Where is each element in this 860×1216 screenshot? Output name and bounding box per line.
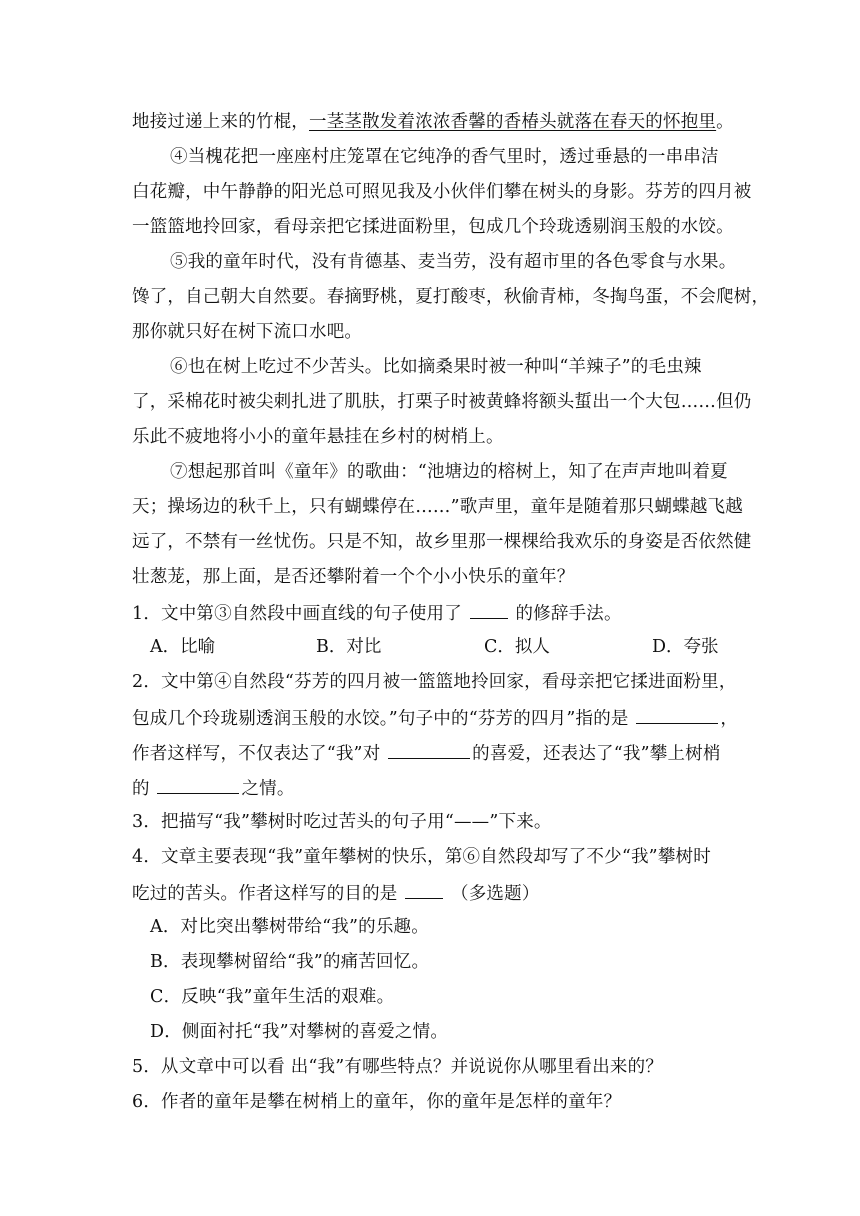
question-2-line-2 xyxy=(132,709,738,729)
paragraph-7-line-3: 远了，不禁有一丝忧伤。只是不知，故乡里那一棵棵给我欢乐的身姿是否依然健 xyxy=(132,532,752,552)
paragraph-6-line-1: ⑥也在树上吃过不少苦头。比如摘桑果时被一种叫“羊辣子”的毛虫辣 xyxy=(170,357,702,377)
question-4-line-1: 4．文章主要表现“我”童年攀树的快乐，第⑥自然段却写了不少“我”攀树时 xyxy=(132,847,711,867)
q2-line2-after: ， xyxy=(720,709,739,729)
q4-answer-blank[interactable] xyxy=(405,884,443,899)
q2-answer-blank-2[interactable] xyxy=(388,744,470,759)
question-4-line-2 xyxy=(132,884,540,904)
question-6: 6．作者的童年是攀在树梢上的童年，你的童年是怎样的童年？ xyxy=(132,1092,622,1112)
q1-option-b[interactable]: B．对比 xyxy=(316,637,382,657)
paragraph-7-line-1: ⑦想起那首叫《童年》的歌曲：“池塘边的榕树上，知了在声声地叫着夏 xyxy=(170,462,728,482)
question-3: 3．把描写“我”攀树时吃过苦头的句子用“——”下来。 xyxy=(132,812,552,832)
paragraph-4-line-1: ④当槐花把一座座村庄笼罩在它纯净的香气里时，透过垂悬的一串串洁 xyxy=(170,147,719,167)
p3-tail-plain: 地接过递上来的竹棍， xyxy=(132,112,309,132)
paragraph-4-line-2: 白花瓣，中午静静的阳光总可照见我及小伙伴们攀在树头的身影。芬芳的四月被 xyxy=(132,182,752,202)
q1-option-d[interactable]: D．夸张 xyxy=(652,637,719,657)
paragraph-5-line-2: 馋了，自己朝大自然要。春摘野桃，夏打酸枣，秋偷青柿，冬掏鸟蛋，不会爬树， xyxy=(132,287,770,307)
q4-option-d[interactable]: D．侧面衬托“我”对攀树的喜爱之情。 xyxy=(150,1022,449,1042)
paragraph-5-line-3: 那你就只好在树下流口水吧。 xyxy=(132,322,363,342)
q2-line3-after: 的喜爱，还表达了“我”攀上树梢 xyxy=(472,744,721,764)
q4-option-a[interactable]: A．对比突出攀树带给“我”的乐趣。 xyxy=(150,917,429,937)
q4-option-b[interactable]: B．表现攀树留给“我”的痛苦回忆。 xyxy=(150,952,430,972)
paragraph-7-line-2: 天；操场边的秋千上，只有蝴蝶停在……”歌声里，童年是随着那只蝴蝶越飞越 xyxy=(132,497,743,517)
q1-answer-blank[interactable] xyxy=(470,604,508,619)
p3-tail-end: 。 xyxy=(716,112,734,132)
paragraph-6-line-2: 了，采棉花时被尖刺扎进了肌肤，打栗子时被黄蜂将额头蜇出一个大包……但仍 xyxy=(132,392,752,412)
q2-line4-before: 的 xyxy=(132,779,156,799)
p3-underlined-sentence: 一茎茎散发着浓浓香馨的香椿头就落在春天的怀抱里 xyxy=(309,112,717,132)
q2-answer-blank-3[interactable] xyxy=(157,779,239,794)
question-2-line-3 xyxy=(132,744,721,764)
q1-option-c[interactable]: C．拟人 xyxy=(484,637,550,657)
question-2-line-4 xyxy=(132,779,295,799)
question-2-line-1: 2．文中第④自然段“芬芳的四月被一篮篮地拎回家，看母亲把它揉进面粉里， xyxy=(132,672,737,692)
q4-line2-after: （多选题） xyxy=(445,884,540,904)
q4-line2-before: 吃过的苦头。作者这样写的目的是 xyxy=(132,884,404,904)
paragraph-3-tail xyxy=(132,114,734,132)
paragraph-4-line-3: 一篮篮地拎回家，看母亲把它揉进面粉里，包成几个玲珑透剔润玉般的水饺。 xyxy=(132,217,734,237)
q2-line4-after: 之情。 xyxy=(241,779,295,799)
q4-option-c[interactable]: C．反映“我”童年生活的艰难。 xyxy=(150,987,395,1007)
question-5: 5．从文章中可以看 出“我”有哪些特点？并说说你从哪里看出来的？ xyxy=(132,1057,663,1077)
question-1 xyxy=(132,604,622,624)
q2-line2-before: 包成几个玲珑剔透润玉般的水饺。”句子中的“芬芳的四月”指的是 xyxy=(132,709,635,729)
q2-answer-blank-1[interactable] xyxy=(636,709,718,724)
q1-text-after: 的修辞手法。 xyxy=(509,604,622,624)
paragraph-6-line-3: 乐此不疲地将小小的童年悬挂在乡村的树梢上。 xyxy=(132,427,504,447)
q1-text-before: 1．文中第③自然段中画直线的句子使用了 xyxy=(132,604,468,624)
q1-option-a[interactable]: A．比喻 xyxy=(150,637,216,657)
paragraph-7-line-4: 壮葱茏，那上面，是否还攀附着一个个小小快乐的童年？ xyxy=(132,567,575,587)
paragraph-5-line-1: ⑤我的童年时代，没有肯德基、麦当劳，没有超市里的各色零食与水果。 xyxy=(170,252,737,272)
q2-line3-before: 作者这样写，不仅表达了“我”对 xyxy=(132,744,387,764)
